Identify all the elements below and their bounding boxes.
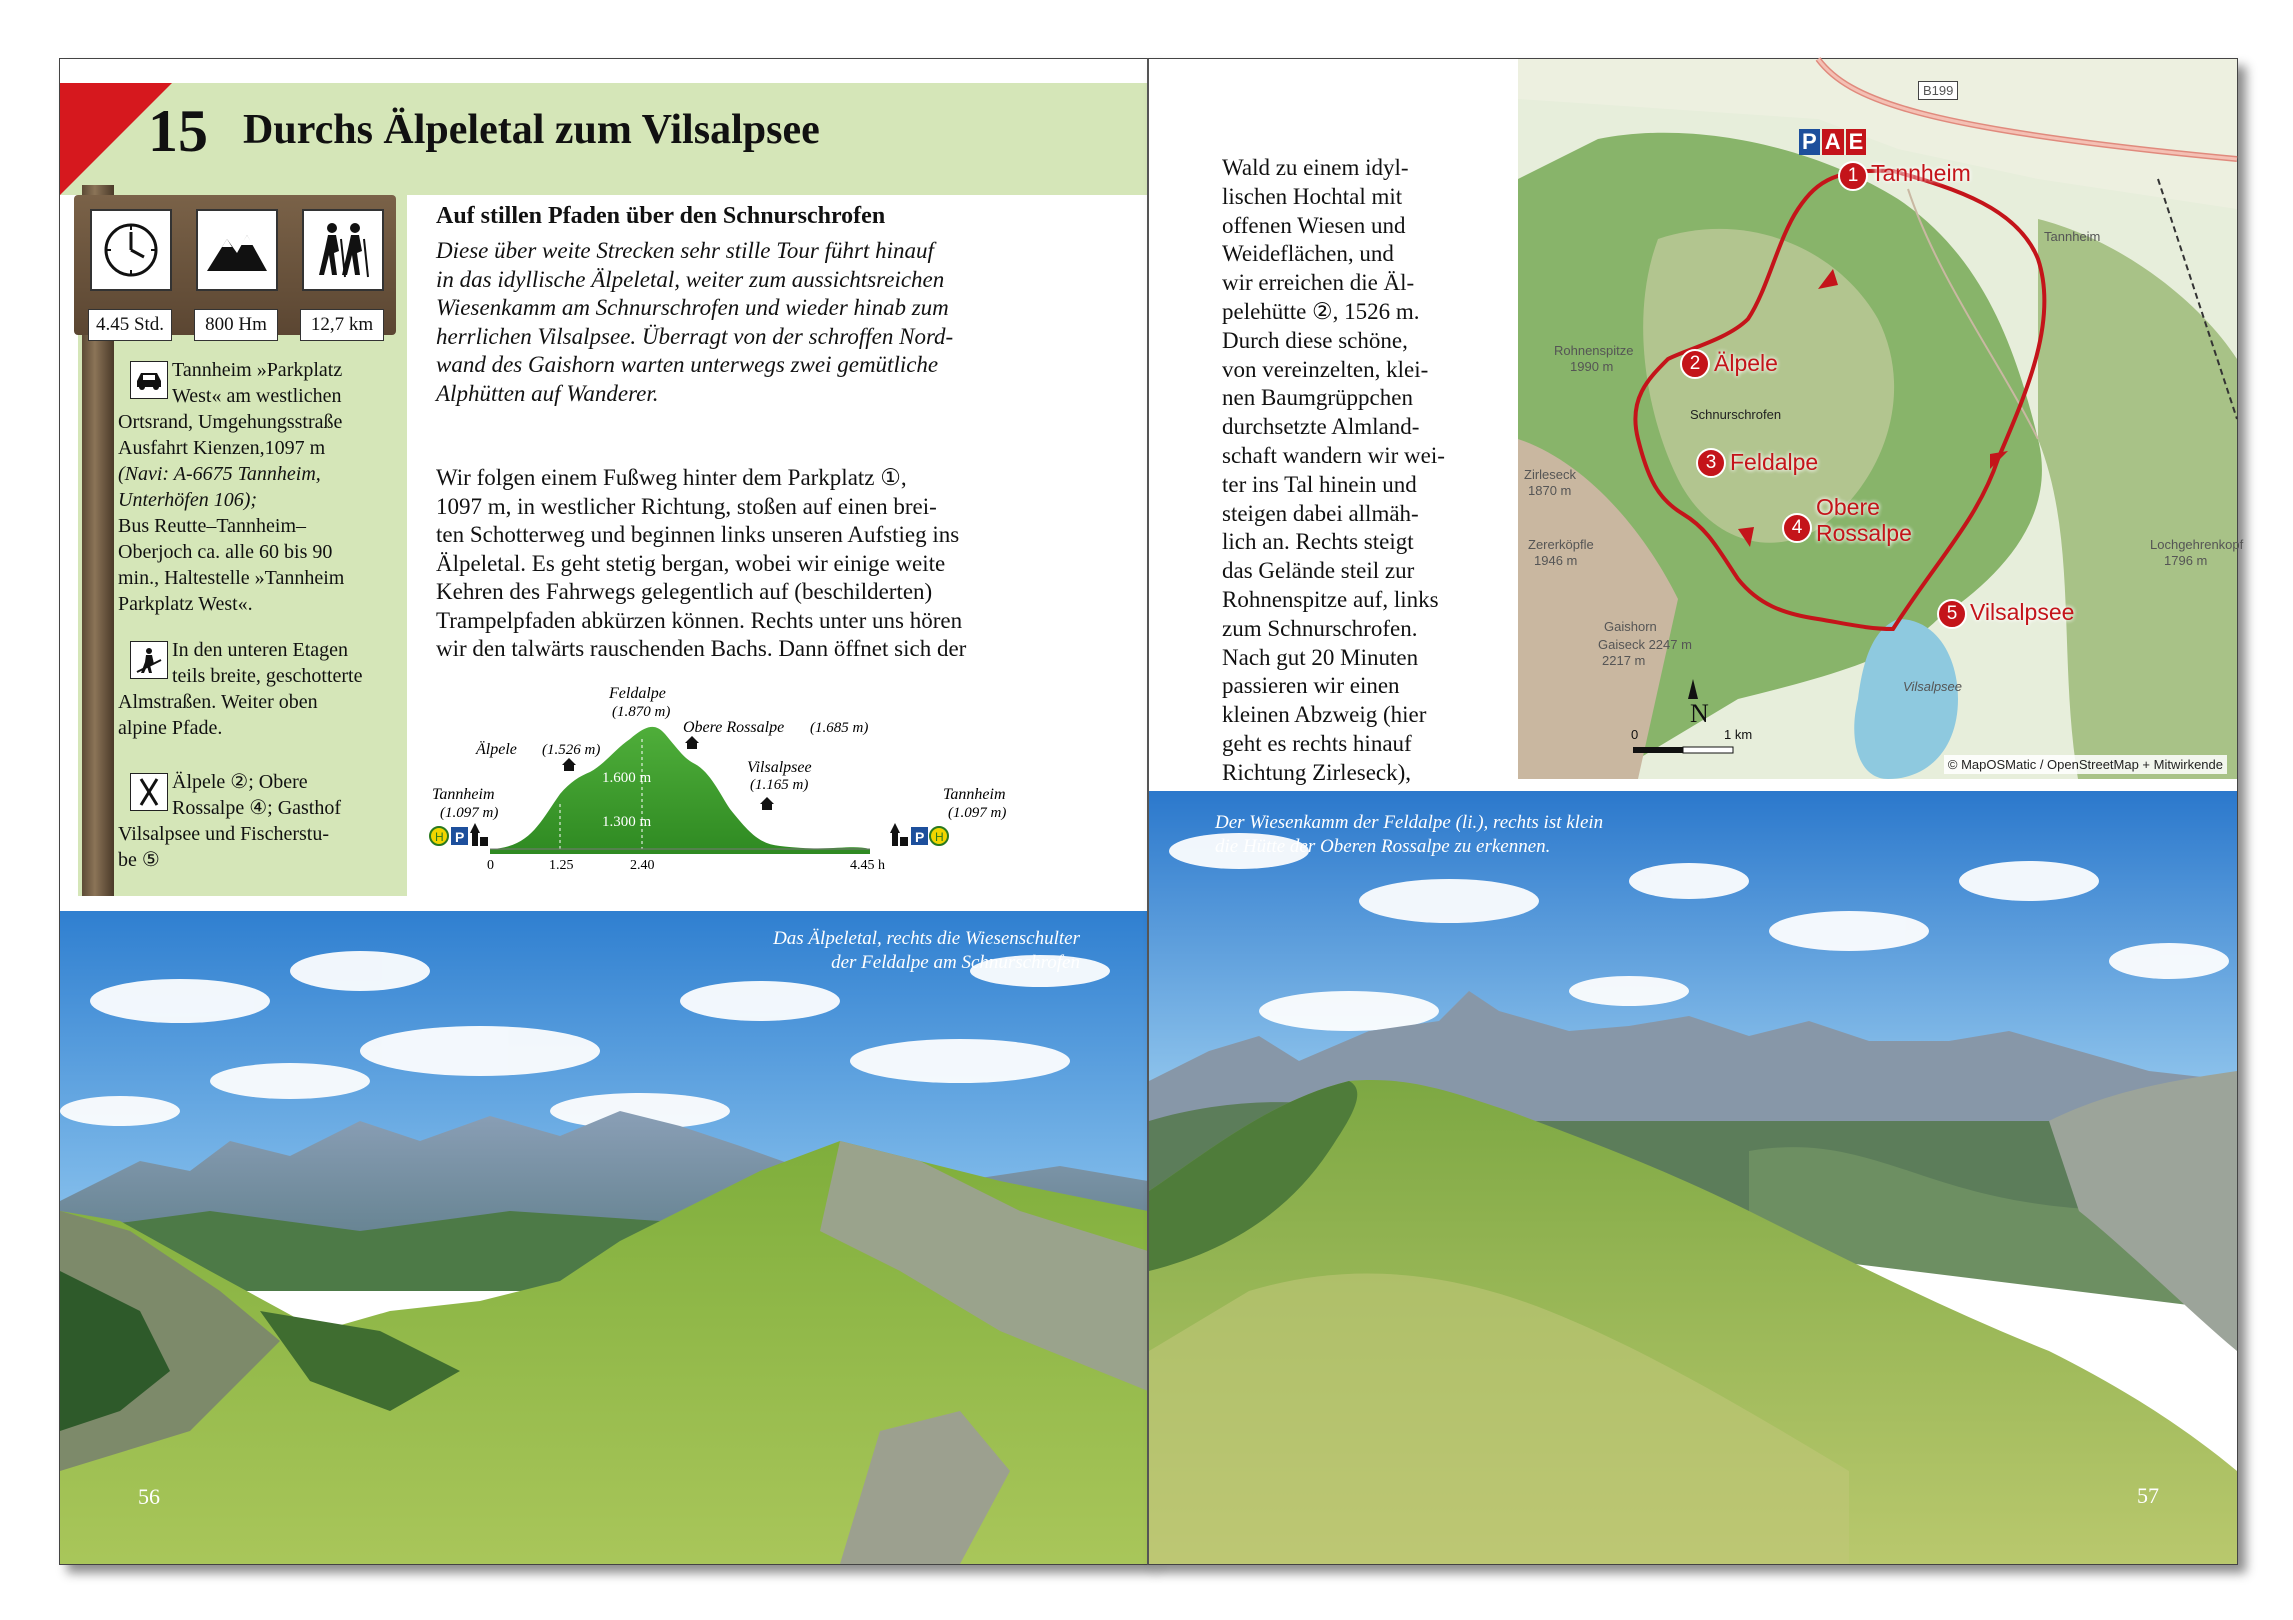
stop-number: 3: [1696, 448, 1726, 478]
fork-knife-icon: [130, 773, 168, 811]
profile-label-feldalpe: Feldalpe: [609, 685, 666, 702]
page-number: 57: [2137, 1483, 2159, 1508]
profile-label-rossalpe: Obere Rossalpe: [683, 719, 785, 736]
scale-zero: 0: [1631, 727, 1639, 742]
intro-paragraph: Diese über weite Strecken sehr stille Tour führt hinauf in das idyllische Älpeletal, weiter zum aussichtsreichen Wiesenkamm am Schnurschrofen und wieder hinab zum herrlichen Vilsalpsee. Überragt von der schroffen Nord- wand des Gaishorn warten unterwegs zwei gemütliche Alphütten auf Wanderer.: [436, 238, 954, 406]
route-map: [1518, 59, 2244, 779]
profile-tick: 2.40: [630, 858, 655, 873]
stop-number: 2: [1680, 349, 1710, 379]
profile-label-vilsalpsee: Vilsalpsee: [747, 759, 812, 776]
svg-text:P: P: [455, 829, 465, 845]
mountain-icon: [196, 209, 278, 291]
stat-time: 4.45 Std.: [88, 309, 172, 341]
tour-title: Durchs Älpeletal zum Vilsalpsee: [243, 107, 820, 153]
car-icon: [130, 361, 168, 399]
photo-caption-right: Der Wiesenkamm der Feldalpe (li.), rechts ist klein die Hütte der Oberen Rossalpe zu erkennen.: [1215, 812, 1604, 857]
photo-caption-left: Das Älpeletal, rechts die Wiesenschulter der Feldalpe am Schnurschrofen: [773, 928, 1080, 973]
stop-label-feldalpe: Feldalpe: [1730, 449, 1819, 475]
photo-aelpeletal: [60, 911, 1148, 1564]
parking-icon: [451, 827, 468, 845]
parking-marker: P: [1799, 129, 1820, 155]
path-info: In den unteren Etagen teils breite, geschotterte Almstraßen. Weiter oben alpine Pfade.: [118, 639, 363, 739]
stop-label-aelpele: Älpele: [1714, 350, 1778, 376]
right-page: [1147, 58, 2244, 1565]
map-attribution: © MapOSMatic / OpenStreetMap + Mitwirkende: [1944, 755, 2227, 774]
profile-label-tannheim-end: Tannheim: [943, 786, 1006, 803]
food-info: Älpele ②; Obere Rossalpe ④; Gasthof Vilsalpsee und Fischerstu- be ⑤: [118, 771, 342, 871]
profile-tick: 0: [487, 858, 494, 873]
gridline-label: 1.300 m: [602, 814, 652, 830]
place-label: Schnurschrofen: [1690, 407, 1782, 422]
hiker-icon: [302, 209, 384, 291]
stop-label-rossalpe: Obere Rossalpe: [1816, 494, 1912, 546]
gridline-label: 1.600 m: [602, 770, 652, 786]
place-label: Gaishorn: [1604, 619, 1657, 634]
bus-stop-icon: [430, 827, 448, 845]
profile-tick: 4.45 h: [850, 858, 885, 873]
svg-text:P: P: [915, 829, 925, 845]
place-label: Rohnenspitze: [1554, 343, 1634, 358]
place-label: Zererköpfle: [1528, 537, 1594, 552]
svg-text:H: H: [935, 830, 944, 844]
place-label: 1946 m: [1534, 553, 1578, 568]
profile-elev-feldalpe: (1.870 m): [612, 704, 671, 720]
stat-ascent: 800 Hm: [194, 309, 278, 341]
place-label: 2217 m: [1602, 653, 1646, 668]
profile-tick: 1.25: [549, 858, 574, 873]
place-label: Vilsalpsee: [1903, 679, 1963, 694]
profile-label-aelpele: Älpele: [476, 741, 517, 758]
stop-number: 1: [1838, 161, 1868, 191]
bus-stop-icon: [930, 827, 948, 845]
place-label: Tannheim: [2044, 229, 2101, 244]
place-label: Zirleseck: [1524, 467, 1577, 482]
left-page: [59, 58, 1149, 1565]
page-number: 56: [138, 1484, 160, 1509]
church-icon: [470, 823, 488, 846]
profile-elev-tannheim-end: (1.097 m): [948, 805, 1007, 821]
body-column: Wald zu einem idyl- lischen Hochtal mit offenen Wiesen und Weideflächen, und wir erreichen die Äl- pelehütte ②, 1526 m. Durch diese schöne, von vereinzelten, klei- nen Baumgrüppchen durchsetzte Almland- schaft wandern wir wei- ter ins Tal hinein und steigen dabei allmäh- lich an. Rechts steigt das Gelände steil zur Rohnenspitze auf, links zum Schnurschrofen. Nach gut 20 Minuten passieren wir einen kleinen Abzweig (hier geht es rechts hinauf Richtung Zirleseck),: [1222, 155, 1445, 785]
place-label: 1796 m: [2164, 553, 2208, 568]
stop-label-tannheim: Tannheim: [1871, 160, 1971, 186]
profile-label-tannheim: Tannheim: [432, 786, 495, 803]
hut-icon: [562, 758, 576, 771]
stop-number: 5: [1937, 599, 1967, 629]
stop-number: 4: [1782, 513, 1812, 543]
scale-km: 1 km: [1724, 727, 1753, 742]
start-marker: A: [1822, 129, 1844, 155]
place-label: Lochgehrenkopf: [2150, 537, 2244, 552]
end-marker: E: [1846, 129, 1867, 155]
profile-elev-vilsalpsee: (1.165 m): [750, 777, 809, 793]
body-paragraph: Wir folgen einem Fußweg hinter dem Parkplatz ①, 1097 m, in westlicher Richtung, stoßen auf einen brei- ten Schotterweg und beginnen links unseren Aufstieg ins Älpeletal. Es geht stetig bergan, wobei wir einige weite Kehren des Fahrwegs gelegentlich auf (beschilderten) Trampelpfaden abkürzen können. Rechts unter uns hören wir den talwärts rauschenden Bachs. Dann öffnet sich der: [436, 465, 967, 661]
profile-elev-rossalpe: (1.685 m): [810, 720, 869, 736]
access-info: Tannheim »Parkplatz West« am westlichen Ortsrand, Umgehungsstraße Ausfahrt Kienzen,1097 m (Navi: A-6675 Tannheim, Unterhöfen 106); Bus Reutte–Tannheim– Oberjoch ca. alle 60 bis 90 min., Haltestelle »Tannheim Parkplatz West«.: [118, 359, 345, 615]
stop-label-vilsalpsee: Vilsalpsee: [1970, 599, 2075, 625]
photo-feldalpe: [1149, 791, 2237, 1564]
stat-distance: 12,7 km: [300, 309, 384, 341]
profile-elev-tannheim: (1.097 m): [440, 805, 499, 821]
place-label: 1990 m: [1570, 359, 1614, 374]
hiking-path-icon: [130, 641, 168, 679]
map-markers: [1799, 129, 1866, 155]
church-icon: [890, 823, 908, 846]
place-label: 1870 m: [1528, 483, 1572, 498]
road-label: B199: [1918, 81, 1958, 100]
parking-icon: [911, 827, 928, 845]
tour-number: 15: [148, 98, 208, 164]
section-subheading: Auf stillen Pfaden über den Schnurschrofen: [436, 203, 886, 229]
svg-text:H: H: [435, 830, 444, 844]
hut-icon: [760, 797, 774, 810]
elevation-profile: [430, 685, 1090, 909]
place-label: Gaiseck 2247 m: [1598, 637, 1692, 652]
profile-elev-aelpele: (1.526 m): [542, 742, 601, 758]
hut-icon: [685, 736, 699, 749]
north-arrow-label: N: [1690, 699, 1709, 728]
clock-icon: [90, 209, 172, 291]
